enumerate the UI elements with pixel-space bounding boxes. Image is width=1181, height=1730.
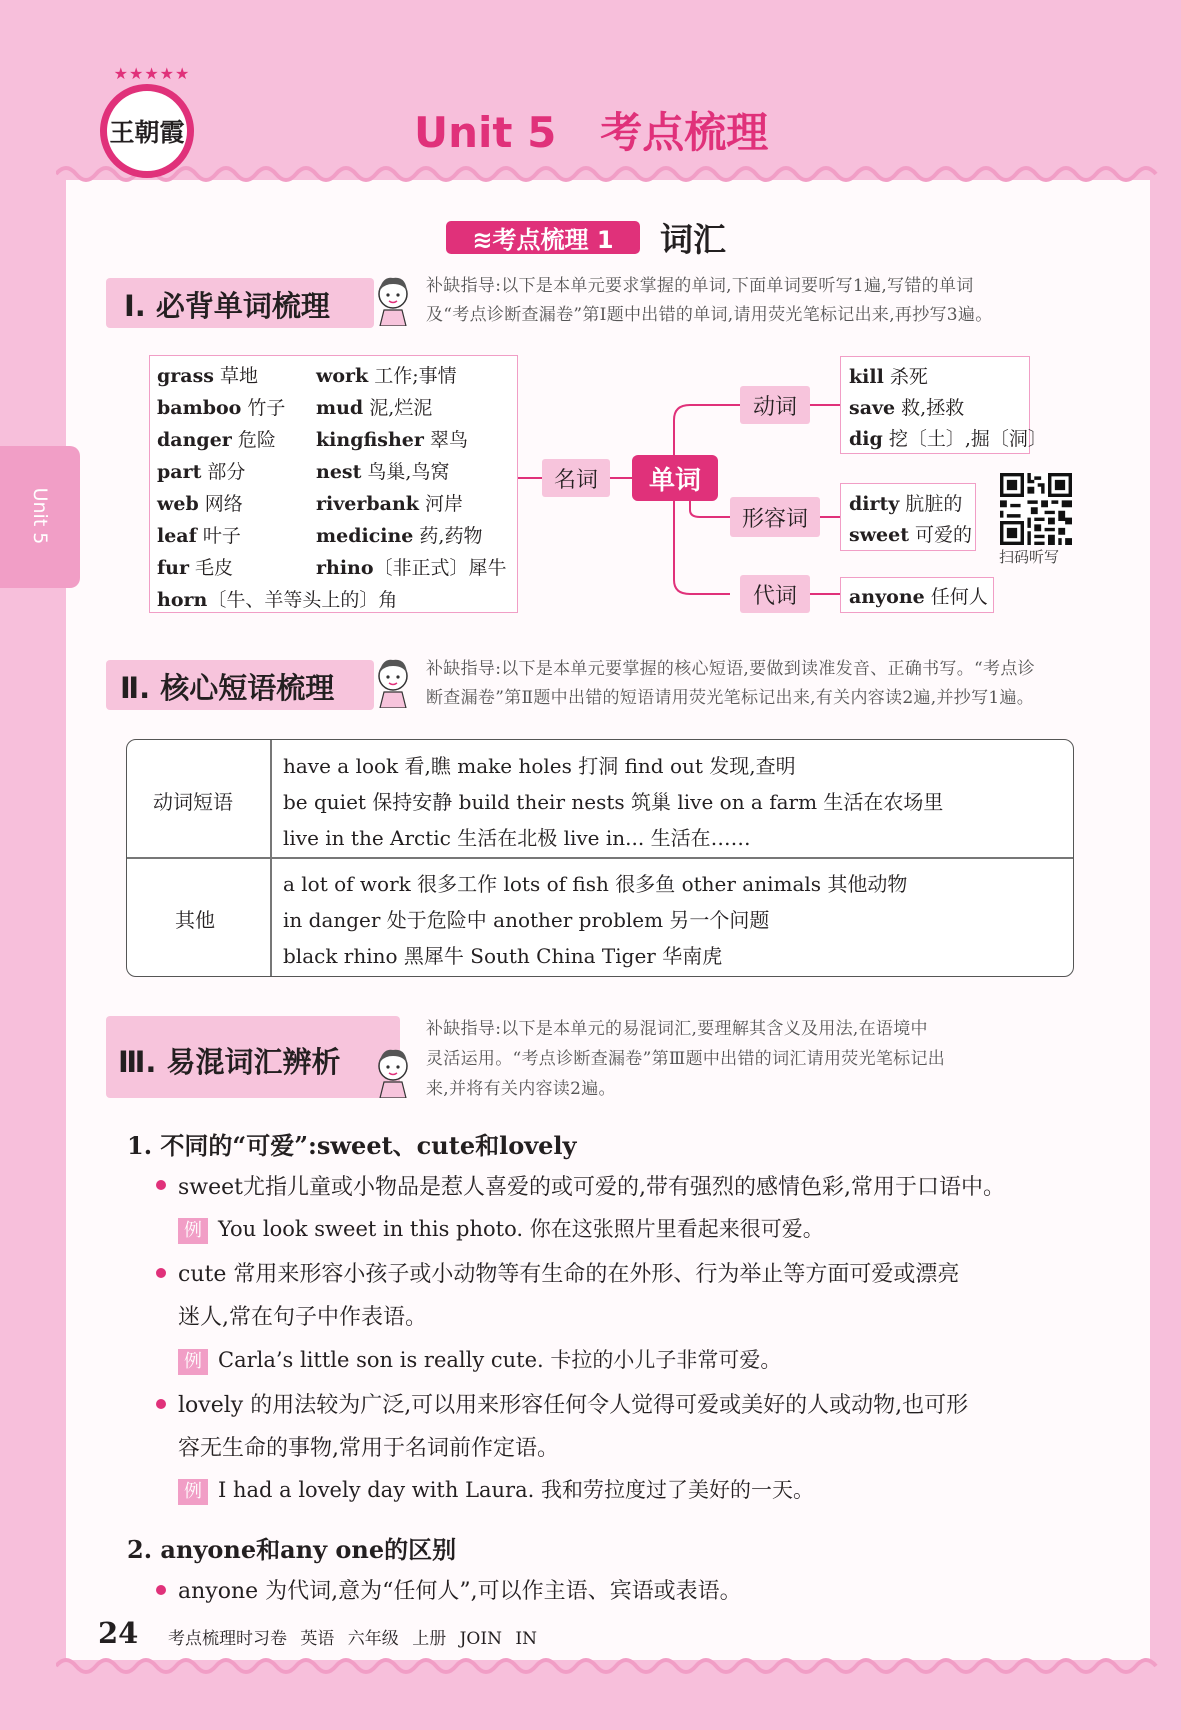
word-en: part	[157, 461, 202, 483]
section-badge: ≋考点梳理 1	[446, 221, 640, 254]
adjective-word	[849, 520, 972, 547]
adjective-word	[849, 489, 962, 516]
word-en: riverbank	[316, 493, 419, 515]
part3-guide-line: 来,并将有关内容读2遍。	[426, 1079, 616, 1099]
example-tag: 例	[178, 1349, 208, 1375]
bullet-icon	[156, 1585, 166, 1595]
noun-word	[157, 393, 285, 420]
word-zh: 〔非正式〕犀牛	[373, 557, 507, 579]
example-tag: 例	[178, 1218, 208, 1244]
example-text: You look sweet in this photo. 你在这张照片里看起来很可爱。	[218, 1217, 824, 1241]
point-text: lovely 的用法较为广泛,可以用来形容任何令人觉得可爱或美好的人或动物,也可形	[178, 1393, 969, 1418]
girl-avatar-icon	[374, 654, 412, 708]
example-text: I had a lovely day with Laura. 我和劳拉度过了美好的一天。	[218, 1478, 814, 1502]
noun-word	[157, 425, 276, 452]
phrase-line: a lot of work 很多工作 lots of fish 很多鱼 other animals 其他动物	[283, 872, 908, 896]
pronoun-word-box	[840, 577, 994, 613]
girl-avatar-icon	[374, 1044, 412, 1098]
word-zh: 叶子	[196, 525, 241, 547]
bullet-icon	[156, 1268, 166, 1278]
item-heading: 1. 不同的“可爱”:sweet、cute和lovely	[127, 1131, 577, 1160]
word-zh: 河岸	[418, 493, 463, 515]
noun-word	[157, 457, 245, 484]
word-zh: 危险	[231, 429, 276, 451]
node-adjective: 形容词	[730, 497, 820, 537]
word-en: save	[849, 397, 896, 419]
word-en: web	[157, 493, 199, 515]
phrase-line: be quiet 保持安静 build their nests 筑巢 live on a farm 生活在农场里	[283, 790, 944, 814]
noun-word	[157, 521, 241, 548]
wavy-border-bottom	[56, 1650, 1160, 1682]
verb-word	[849, 393, 964, 420]
phrase-category: 其他	[175, 908, 215, 932]
verb-word	[849, 424, 1047, 451]
footer-text: 考点梳理时习卷 英语 六年级 上册 JOIN IN	[168, 1629, 537, 1649]
word-zh: 毛皮	[189, 557, 234, 579]
word-zh: 泥,烂泥	[363, 397, 433, 419]
word-en: sweet	[849, 524, 910, 546]
part1-guide-line: 补缺指导:以下是本单元要求掌握的单词,下面单词要听写1遍,写错的单词	[426, 276, 974, 296]
word-zh: 〔牛、羊等头上的〕角	[207, 589, 398, 611]
part3-guide-line: 灵活运用。“考点诊断查漏卷”第Ⅲ题中出错的词汇请用荧光笔标记出	[426, 1049, 946, 1069]
word-en: rhino	[316, 557, 374, 579]
word-en: anyone	[849, 586, 925, 608]
word-zh: 药,药物	[413, 525, 483, 547]
noun-word	[157, 553, 233, 580]
point-text: 容无生命的事物,常用于名词前作定语。	[178, 1436, 559, 1461]
qr-label: 扫码听写	[999, 548, 1060, 566]
example-line	[178, 1213, 824, 1244]
phrase-line: black rhino 黑犀牛 South China Tiger 华南虎	[283, 944, 723, 968]
word-en: bamboo	[157, 397, 242, 419]
noun-word	[157, 361, 258, 388]
word-zh: 竹子	[241, 397, 286, 419]
part3-guide-line: 补缺指导:以下是本单元的易混词汇,要理解其含义及用法,在语境中	[426, 1019, 928, 1039]
page-title: Unit 5 考点梳理	[414, 108, 769, 157]
word-en: mud	[316, 397, 364, 419]
word-zh: 挖〔土〕,掘〔洞〕	[882, 428, 1047, 450]
point-text: sweet尤指儿童或小物品是惹人喜爱的或可爱的,带有强烈的感情色彩,常用于口语中。	[178, 1175, 1005, 1200]
node-word: 单词	[632, 455, 718, 501]
word-en: kill	[849, 366, 884, 388]
example-text: Carla’s little son is really cute. 卡拉的小儿子非常可爱。	[218, 1348, 782, 1372]
noun-word	[316, 489, 463, 516]
part3-guide	[426, 1014, 945, 1104]
verb-word	[849, 362, 928, 389]
noun-word	[316, 521, 482, 548]
qr-code-icon[interactable]	[1000, 473, 1072, 545]
word-en: work	[316, 365, 369, 387]
phrase-line: have a look 看,瞧 make holes 打洞 find out 发现,查明	[283, 754, 796, 778]
word-en: grass	[157, 365, 214, 387]
crown-icon: ★★★★★	[113, 64, 191, 83]
noun-word	[316, 393, 432, 420]
node-pronoun: 代词	[740, 575, 810, 613]
example-line	[178, 1474, 814, 1505]
part2-guide-line: 补缺指导:以下是本单元要掌握的核心短语,要做到读准发音、正确书写。“考点诊	[426, 659, 1035, 679]
point-text: 迷人,常在句子中作表语。	[178, 1305, 427, 1330]
word-en: leaf	[157, 525, 197, 547]
part2-guide-line: 断查漏卷”第Ⅱ题中出错的短语请用荧光笔标记出来,有关内容读2遍,并抄写1遍。	[426, 688, 1035, 708]
word-en: fur	[157, 557, 189, 579]
example-tag: 例	[178, 1479, 208, 1505]
page-number: 24	[98, 1616, 139, 1650]
word-zh: 鸟巢,鸟窝	[361, 461, 450, 483]
verb-word-box	[840, 356, 1047, 454]
word-en: dirty	[849, 493, 900, 515]
word-zh: 可爱的	[909, 524, 973, 546]
word-en: horn	[157, 589, 208, 611]
noun-word	[157, 489, 243, 516]
bullet-icon	[156, 1399, 166, 1409]
word-zh: 部分	[201, 461, 246, 483]
example-line	[178, 1344, 781, 1375]
point-text: anyone 为代词,意为“任何人”,可以作主语、宾语或表语。	[178, 1579, 742, 1604]
phrase-table	[126, 739, 1074, 977]
word-en: danger	[157, 429, 232, 451]
word-en: kingfisher	[316, 429, 424, 451]
part1-title: Ⅰ. 必背单词梳理	[124, 289, 330, 323]
word-en: nest	[316, 461, 362, 483]
unit-side-tab-label: Unit 5	[29, 487, 51, 545]
noun-word	[316, 361, 457, 388]
part3-title: Ⅲ. 易混词汇辨析	[118, 1045, 341, 1079]
pronoun-word	[849, 582, 988, 609]
word-zh: 草地	[214, 365, 259, 387]
word-en: dig	[849, 428, 883, 450]
section-title: 词汇	[660, 220, 726, 259]
word-zh: 网络	[198, 493, 243, 515]
noun-word	[157, 585, 397, 612]
adjective-word-box	[840, 483, 976, 551]
table-divider-horizontal	[127, 857, 1073, 859]
noun-word	[316, 457, 449, 484]
phrase-line: live in the Arctic 生活在北极 live in... 生活在……	[283, 826, 751, 850]
logo-text: 王朝霞	[109, 118, 185, 147]
node-verb: 动词	[740, 386, 810, 424]
item-heading: 2. anyone和any one的区别	[127, 1535, 457, 1564]
word-zh: 杀死	[883, 366, 928, 388]
noun-word	[316, 553, 507, 580]
word-zh: 任何人	[924, 586, 988, 608]
point-text: cute 常用来形容小孩子或小动物等有生命的在外形、行为举止等方面可爱或漂亮	[178, 1262, 960, 1287]
node-noun: 名词	[542, 459, 610, 497]
bullet-icon	[156, 1180, 166, 1190]
phrase-line: in danger 处于危险中 another problem 另一个问题	[283, 908, 770, 932]
part1-guide-line: 及“考点诊断查漏卷”第Ⅰ题中出错的单词,请用荧光笔标记出来,再抄写3遍。	[426, 305, 993, 325]
word-zh: 救,拯救	[895, 397, 965, 419]
word-zh: 工作;事情	[368, 365, 457, 387]
part2-guide	[426, 655, 1035, 713]
word-zh: 肮脏的	[899, 493, 963, 515]
phrase-category: 动词短语	[153, 790, 233, 814]
part2-title: Ⅱ. 核心短语梳理	[120, 671, 335, 705]
word-en: medicine	[316, 525, 414, 547]
word-zh: 翠鸟	[423, 429, 468, 451]
noun-word	[316, 425, 468, 452]
